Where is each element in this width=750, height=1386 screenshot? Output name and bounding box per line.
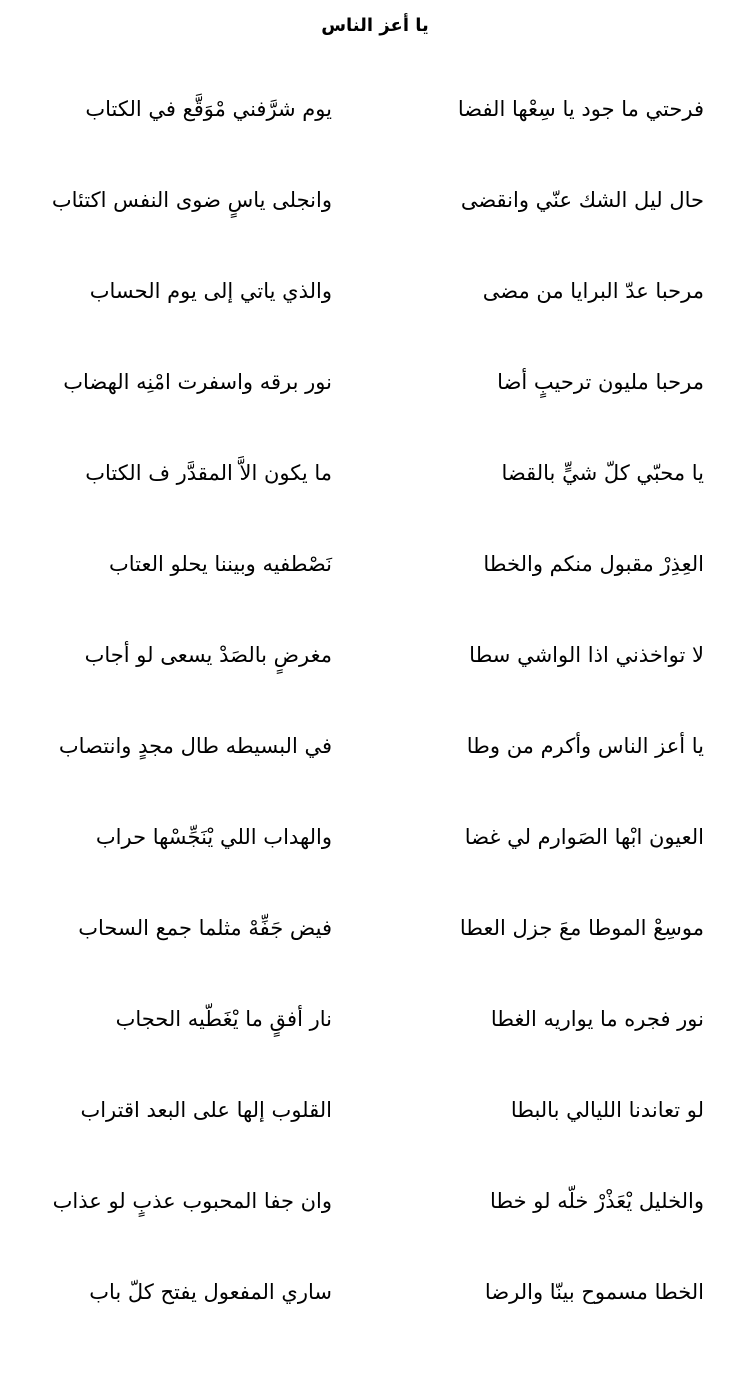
verse-row [30,337,704,428]
verse-row [30,1156,704,1247]
verse-first-hemistich: لو تعاندنا الليالي بالبطا [510,1097,704,1122]
verse-first-hemistich: يا أعز الناس وأكرم من وطا [466,733,704,758]
verse-first-hemistich: فرحتي ما جود يا سِعْها الفضا [457,96,704,121]
verse-second-hemistich: نار أفقٍ ما يْغَطّيه الحجاب [115,1006,332,1031]
verse-second-hemistich: وانجلى ياسٍ ضوى النفس اكتئاب [51,187,332,212]
verse-second-hemistich: والذي ياتي إلى يوم الحساب [89,278,332,303]
verse-second-hemistich: في البسيطه طال مجدٍ وانتصاب [58,733,332,758]
verse-first-hemistich: مرحبا مليون ترحيبٍ أضا [497,369,704,394]
verse-first-hemistich: العِذِرْ مقبول منكم والخطا [483,551,704,576]
poem-page [0,14,750,1386]
verse-row [30,701,704,792]
verse-second-hemistich: ساري المفعول يفتح كلّ باب [89,1279,332,1304]
verse-first-hemistich: نور فجره ما يواريه الغطا [490,1006,704,1031]
verse-row [30,428,704,519]
verse-row [30,883,704,974]
verse-row [30,64,704,155]
verse-second-hemistich: ما يكون الاَّ المقدَّر ف الكتاب [85,460,332,485]
verse-row [30,610,704,701]
poem-title: يا أعز الناس [321,15,429,36]
verse-second-hemistich: والهداب اللي يْنَجِّسْها حراب [95,824,332,849]
verse-first-hemistich: الخطا مسموح بينّا والرضا [484,1279,704,1304]
verse-second-hemistich: فيض جَفِّهْ مثلما جمع السحاب [78,915,332,940]
verse-first-hemistich: والخليل يْعَذْرْ خلّه لو خطا [489,1188,704,1213]
verse-first-hemistich: موسِعْ الموطا معَ جزل العطا [459,915,704,940]
verse-row [30,974,704,1065]
verse-second-hemistich: القلوب إلها على البعد اقتراب [80,1097,332,1122]
verse-second-hemistich: يوم شرَّفني مْوَقَّع في الكتاب [85,96,332,121]
verses-list [0,64,750,1338]
verse-row [30,792,704,883]
verse-row [30,1247,704,1338]
verse-first-hemistich: العيون ابْها الصَوارم لي غضا [464,824,704,849]
verse-row [30,246,704,337]
verse-row [30,155,704,246]
verse-second-hemistich: نَصْطفيه وبيننا يحلو العتاب [109,551,332,576]
verse-first-hemistich: حال ليل الشك عنّي وانقضى [460,187,704,212]
verse-first-hemistich: مرحبا عدّ البرايا من مضى [482,278,704,303]
verse-second-hemistich: وان جفا المحبوب عذبٍ لو عذاب [52,1188,332,1213]
verse-row [30,519,704,610]
verse-second-hemistich: نور برقه واسفرت امْنِه الهضاب [63,369,332,394]
verse-first-hemistich: يا محبّي كلّ شيٍّ بالقضا [501,460,704,485]
verse-first-hemistich: لا تواخذني اذا الواشي سطا [469,642,704,667]
verse-second-hemistich: مغرضٍ بالصَدْ يسعى لو أجاب [84,642,332,667]
verse-row [30,1065,704,1156]
